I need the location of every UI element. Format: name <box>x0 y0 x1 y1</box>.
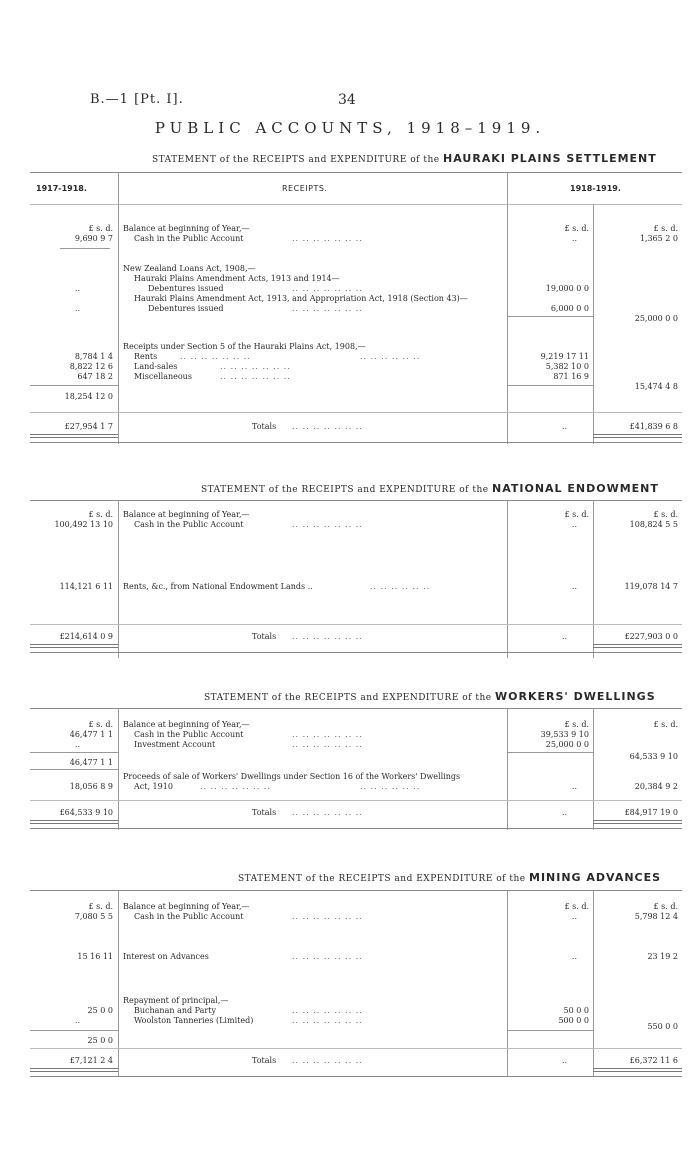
balance-prev: 100,492 13 10 <box>54 520 113 529</box>
totals-label: Totals <box>252 1056 277 1065</box>
cash-label: Cash in the Public Account <box>134 730 244 739</box>
totals-mid: .. <box>561 1056 567 1065</box>
leader-dots: .. .. .. .. .. .. .. <box>292 740 363 749</box>
mining-title-prefix: STATEMENT of the RECEIPTS and EXPENDITURE of the <box>238 874 526 884</box>
national-statement-title <box>201 482 659 495</box>
woolston-label: Woolston Tanneries (Limited) <box>134 1016 254 1025</box>
rents-prev: 8,784 1 4 <box>74 352 113 361</box>
balance-right: 108,824 5 5 <box>629 520 678 529</box>
leader-dots: .. .. .. .. .. .. .. <box>292 912 363 921</box>
interest-label: Interest on Advances <box>123 952 209 961</box>
totals-mid: .. <box>561 808 567 817</box>
landsales-mid: 5,382 10 0 <box>545 362 589 371</box>
buchanan-label: Buchanan and Party <box>134 1006 216 1015</box>
leader-dots: .. .. .. .. .. .. .. <box>292 234 363 243</box>
landsales-prev: 8,822 12 6 <box>69 362 113 371</box>
balance-label: Balance at beginning of Year,— <box>123 720 250 729</box>
woolston-prev: .. <box>74 1016 80 1025</box>
hauraki-table <box>30 172 682 444</box>
leader-dots: .. .. .. .. .. .. .. <box>292 730 363 739</box>
balance-right: 64,533 9 10 <box>629 752 678 761</box>
repayment-right: 550 0 0 <box>647 1022 678 1031</box>
investment-mid: 25,000 0 0 <box>545 740 589 749</box>
cash-prev: 46,477 1 1 <box>69 730 113 739</box>
misc-mid: 871 16 9 <box>553 372 589 381</box>
lsd-header: £ s. d. <box>653 510 678 519</box>
leader-dots: .. .. .. .. .. .. .. <box>292 422 363 431</box>
leader-dots: .. .. .. .. .. .. .. <box>292 1056 363 1065</box>
leader-dots: .. .. .. .. .. .. .. <box>292 520 363 529</box>
leader-dots: .. .. .. .. .. .. .. <box>292 1006 363 1015</box>
totals-mid: .. <box>561 422 567 431</box>
balance-prev: 9,690 9 7 <box>74 234 113 243</box>
buchanan-mid: 50 0 0 <box>563 1006 589 1015</box>
totals-mid: .. <box>561 632 567 641</box>
lsd-header: £ s. d. <box>653 902 678 911</box>
rents-mid: 9,219 17 11 <box>540 352 589 361</box>
leader-dots: .. .. .. .. .. .. .. <box>292 952 363 961</box>
totals-label: Totals <box>252 808 277 817</box>
lsd-header: £ s. d. <box>88 224 113 233</box>
receipts-label: Receipts under Section 5 of the Hauraki Plains Act, 1908,— <box>123 342 366 351</box>
loans-a: Hauraki Plains Amendment Acts, 1913 and 1914— <box>134 274 340 283</box>
investment-label: Investment Account <box>134 740 216 749</box>
rents-mid: .. <box>571 582 577 591</box>
leader-dots: .. .. .. .. .. .. <box>360 782 421 791</box>
hauraki-title-bold: HAURAKI PLAINS SETTLEMENT <box>443 152 657 165</box>
receipts-right: 15,474 4 8 <box>634 382 678 391</box>
proceeds-right: 20,384 9 2 <box>634 782 678 791</box>
totals-right: £6,372 11 6 <box>629 1056 678 1065</box>
loans-b-prev: .. <box>74 304 80 313</box>
totals-right: £227,903 0 0 <box>624 632 678 641</box>
repayment-label: Repayment of principal,— <box>123 996 229 1005</box>
lsd-header: £ s. d. <box>564 902 589 911</box>
loans-label: New Zealand Loans Act, 1908,— <box>123 264 256 273</box>
hauraki-col-receipts: RECEIPTS. <box>282 184 328 193</box>
balance-right: 5,798 12 4 <box>634 912 678 921</box>
proceeds-sub: Act, 1910 <box>134 782 173 791</box>
balance-sub: Cash in the Public Account <box>134 912 244 921</box>
workers-table <box>30 708 682 832</box>
rents-label: Rents <box>134 352 158 361</box>
hauraki-title-prefix: STATEMENT of the RECEIPTS and EXPENDITURE of the <box>152 155 440 165</box>
lsd-header: £ s. d. <box>88 720 113 729</box>
investment-prev: .. <box>74 740 80 749</box>
interest-prev: 15 16 11 <box>77 952 113 961</box>
leader-dots: .. .. .. .. .. .. .. <box>180 352 251 361</box>
hauraki-col-curr: 1918-1919. <box>570 184 621 193</box>
loans-a-sub: Debentures issued <box>148 284 224 293</box>
cash-mid: 39,533 9 10 <box>540 730 589 739</box>
lsd-header: £ s. d. <box>564 510 589 519</box>
balance-prev: 7,080 5 5 <box>74 912 113 921</box>
balance-prev-total: 46,477 1 1 <box>69 758 113 767</box>
totals-prev: £27,954 1 7 <box>64 422 113 431</box>
document-reference: B.—1 [Pt. I]. <box>90 92 184 107</box>
leader-dots: .. .. .. .. .. .. .. <box>292 284 363 293</box>
page-title: PUBLIC ACCOUNTS, 1918–1919. <box>154 119 546 137</box>
national-table <box>30 500 682 660</box>
balance-mid: .. <box>571 520 577 529</box>
leader-dots: .. .. .. .. .. .. <box>370 582 431 591</box>
balance-mid: .. <box>571 234 577 243</box>
leader-dots: .. .. .. .. .. .. .. <box>220 372 291 381</box>
proceeds-mid: .. <box>571 782 577 791</box>
repayment-prev-total: 25 0 0 <box>87 1036 113 1045</box>
national-title-prefix: STATEMENT of the RECEIPTS and EXPENDITURE of the <box>201 485 489 495</box>
hauraki-col-prev: 1917-1918. <box>36 184 87 193</box>
totals-prev: £214,614 0 9 <box>59 632 113 641</box>
misc-label: Miscellaneous <box>134 372 192 381</box>
totals-right: £84,917 19 0 <box>624 808 678 817</box>
loans-b: Hauraki Plains Amendment Act, 1913, and Appropriation Act, 1918 (Section 43)— <box>134 294 468 303</box>
leader-dots: .. .. .. .. .. .. .. <box>200 782 271 791</box>
workers-title-prefix: STATEMENT of the RECEIPTS and EXPENDITURE of the <box>204 693 492 703</box>
totals-prev: £7,121 2 4 <box>69 1056 113 1065</box>
leader-dots: .. .. .. .. .. .. <box>360 352 421 361</box>
lsd-header: £ s. d. <box>88 510 113 519</box>
lsd-header: £ s. d. <box>653 224 678 233</box>
lsd-header: £ s. d. <box>88 902 113 911</box>
landsales-label: Land-sales <box>134 362 178 371</box>
interest-mid: .. <box>571 952 577 961</box>
workers-title-bold: WORKERS' DWELLINGS <box>495 690 656 703</box>
woolston-mid: 500 0 0 <box>558 1016 589 1025</box>
loans-a-mid: 19,000 0 0 <box>545 284 589 293</box>
totals-label: Totals <box>252 422 277 431</box>
balance-sub: Cash in the Public Account <box>134 520 244 529</box>
balance-label: Balance at beginning of Year,— <box>123 902 250 911</box>
rents-right: 119,078 14 7 <box>624 582 678 591</box>
leader-dots: .. .. .. .. .. .. .. <box>292 632 363 641</box>
hauraki-statement-title <box>152 152 657 165</box>
totals-right: £41,839 6 8 <box>629 422 678 431</box>
balance-label: Balance at beginning of Year,— <box>123 510 250 519</box>
buchanan-prev: 25 0 0 <box>87 1006 113 1015</box>
receipts-prev-total: 18,254 12 0 <box>64 392 113 401</box>
workers-statement-title <box>204 690 656 703</box>
totals-prev: £64,533 9 10 <box>59 808 113 817</box>
misc-prev: 647 18 2 <box>77 372 113 381</box>
loans-a-prev: .. <box>74 284 80 293</box>
rents-label: Rents, &c., from National Endowment Lands .. <box>123 582 313 591</box>
page-number: 34 <box>338 92 356 108</box>
national-title-bold: NATIONAL ENDOWMENT <box>492 482 659 495</box>
totals-label: Totals <box>252 632 277 641</box>
balance-label: Balance at beginning of Year,— <box>123 224 250 233</box>
leader-dots: .. .. .. .. .. .. .. <box>220 362 291 371</box>
lsd-header: £ s. d. <box>564 720 589 729</box>
leader-dots: .. .. .. .. .. .. .. <box>292 1016 363 1025</box>
loans-b-mid: 6,000 0 0 <box>550 304 589 313</box>
lsd-header: £ s. d. <box>564 224 589 233</box>
leader-dots: .. .. .. .. .. .. .. <box>292 304 363 313</box>
balance-right: 1,365 2 0 <box>639 234 678 243</box>
rents-prev: 114,121 6 11 <box>59 582 113 591</box>
proceeds-label: Proceeds of sale of Workers' Dwellings under Section 16 of the Workers' Dwellings <box>123 772 461 781</box>
loans-right: 25,000 0 0 <box>634 314 678 323</box>
mining-statement-title <box>238 871 661 884</box>
interest-right: 23 19 2 <box>647 952 678 961</box>
lsd-header: £ s. d. <box>653 720 678 729</box>
mining-title-bold: MINING ADVANCES <box>529 871 662 884</box>
balance-mid: .. <box>571 912 577 921</box>
leader-dots: .. .. .. .. .. .. .. <box>292 808 363 817</box>
mining-table <box>30 890 682 1080</box>
loans-b-sub: Debentures issued <box>148 304 224 313</box>
balance-sub: Cash in the Public Account <box>134 234 244 243</box>
proceeds-prev: 18,056 8 9 <box>69 782 113 791</box>
